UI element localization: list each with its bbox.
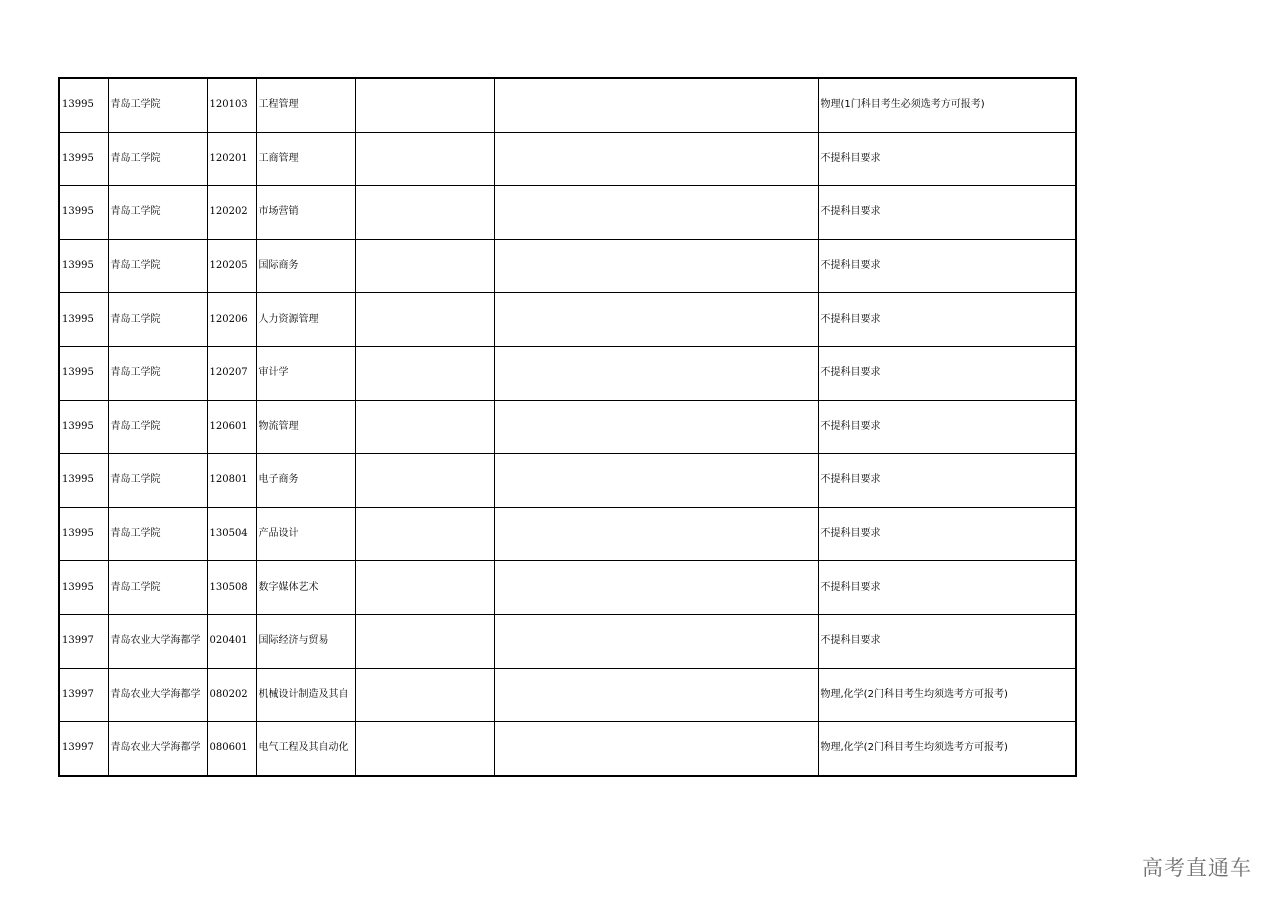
cell-school-name: 青岛工学院 xyxy=(108,78,207,132)
cell-school-name: 青岛农业大学海都学 xyxy=(108,722,207,776)
cell-empty-a xyxy=(355,722,494,776)
cell-subject-requirement: 不提科目要求 xyxy=(818,346,1076,400)
cell-empty-a xyxy=(355,293,494,347)
cell-school-code: 13995 xyxy=(59,78,108,132)
table-row xyxy=(59,186,1076,240)
table-row xyxy=(59,78,1076,132)
table-row xyxy=(59,507,1076,561)
table-row xyxy=(59,561,1076,615)
cell-subject-requirement: 不提科目要求 xyxy=(818,293,1076,347)
table-row xyxy=(59,668,1076,722)
cell-school-name: 青岛工学院 xyxy=(108,186,207,240)
cell-subject-requirement: 不提科目要求 xyxy=(818,132,1076,186)
cell-major-name: 电子商务 xyxy=(256,454,355,508)
cell-major-name: 国际商务 xyxy=(256,239,355,293)
cell-empty-b xyxy=(494,668,818,722)
cell-school-code: 13995 xyxy=(59,239,108,293)
cell-empty-b xyxy=(494,400,818,454)
cell-major-code: 130504 xyxy=(207,507,256,561)
cell-empty-a xyxy=(355,186,494,240)
cell-major-code: 120801 xyxy=(207,454,256,508)
cell-subject-requirement: 不提科目要求 xyxy=(818,186,1076,240)
cell-school-code: 13995 xyxy=(59,507,108,561)
cell-empty-b xyxy=(494,186,818,240)
cell-major-code: 120207 xyxy=(207,346,256,400)
table-row xyxy=(59,132,1076,186)
cell-major-name: 数字媒体艺术 xyxy=(256,561,355,615)
cell-empty-a xyxy=(355,132,494,186)
cell-empty-b xyxy=(494,507,818,561)
cell-major-code: 020401 xyxy=(207,614,256,668)
table-row xyxy=(59,293,1076,347)
cell-major-code: 120206 xyxy=(207,293,256,347)
cell-subject-requirement: 不提科目要求 xyxy=(818,400,1076,454)
cell-major-code: 120601 xyxy=(207,400,256,454)
table-row xyxy=(59,454,1076,508)
cell-major-name: 人力资源管理 xyxy=(256,293,355,347)
table-row xyxy=(59,722,1076,776)
cell-subject-requirement: 不提科目要求 xyxy=(818,239,1076,293)
cell-school-name: 青岛工学院 xyxy=(108,400,207,454)
cell-major-code: 120205 xyxy=(207,239,256,293)
cell-major-code: 130508 xyxy=(207,561,256,615)
cell-subject-requirement: 不提科目要求 xyxy=(818,561,1076,615)
cell-school-code: 13997 xyxy=(59,722,108,776)
cell-empty-b xyxy=(494,454,818,508)
cell-subject-requirement: 物理,化学(2门科目考生均须选考方可报考) xyxy=(818,668,1076,722)
cell-school-code: 13997 xyxy=(59,668,108,722)
cell-major-name: 产品设计 xyxy=(256,507,355,561)
cell-major-code: 120202 xyxy=(207,186,256,240)
cell-subject-requirement: 物理,化学(2门科目考生均须选考方可报考) xyxy=(818,722,1076,776)
cell-major-name: 机械设计制造及其自 xyxy=(256,668,355,722)
table-row xyxy=(59,239,1076,293)
cell-empty-a xyxy=(355,561,494,615)
cell-empty-a xyxy=(355,400,494,454)
cell-school-code: 13997 xyxy=(59,614,108,668)
cell-empty-a xyxy=(355,239,494,293)
cell-school-name: 青岛农业大学海都学 xyxy=(108,614,207,668)
cell-empty-b xyxy=(494,614,818,668)
cell-school-code: 13995 xyxy=(59,186,108,240)
cell-empty-b xyxy=(494,78,818,132)
cell-major-name: 工商管理 xyxy=(256,132,355,186)
cell-empty-b xyxy=(494,132,818,186)
cell-major-name: 市场营销 xyxy=(256,186,355,240)
cell-empty-a xyxy=(355,346,494,400)
cell-school-name: 青岛工学院 xyxy=(108,507,207,561)
cell-subject-requirement: 不提科目要求 xyxy=(818,614,1076,668)
cell-school-name: 青岛农业大学海都学 xyxy=(108,668,207,722)
cell-empty-a xyxy=(355,668,494,722)
cell-major-name: 电气工程及其自动化 xyxy=(256,722,355,776)
cell-school-name: 青岛工学院 xyxy=(108,132,207,186)
table-row xyxy=(59,346,1076,400)
cell-empty-b xyxy=(494,293,818,347)
cell-empty-b xyxy=(494,722,818,776)
cell-major-name: 工程管理 xyxy=(256,78,355,132)
watermark-logo-text: 高考直通车 xyxy=(1142,856,1252,880)
cell-major-code: 120201 xyxy=(207,132,256,186)
cell-major-code: 080601 xyxy=(207,722,256,776)
table-body xyxy=(59,78,1076,776)
cell-school-code: 13995 xyxy=(59,561,108,615)
cell-school-code: 13995 xyxy=(59,346,108,400)
cell-empty-a xyxy=(355,454,494,508)
cell-empty-a xyxy=(355,614,494,668)
cell-empty-a xyxy=(355,507,494,561)
cell-school-name: 青岛工学院 xyxy=(108,561,207,615)
cell-empty-b xyxy=(494,239,818,293)
subject-requirement-table xyxy=(58,77,1077,777)
table-row xyxy=(59,400,1076,454)
cell-major-code: 120103 xyxy=(207,78,256,132)
cell-subject-requirement: 物理(1门科目考生必须选考方可报考) xyxy=(818,78,1076,132)
cell-major-name: 物流管理 xyxy=(256,400,355,454)
table-row xyxy=(59,614,1076,668)
cell-major-name: 国际经济与贸易 xyxy=(256,614,355,668)
cell-school-code: 13995 xyxy=(59,132,108,186)
cell-school-name: 青岛工学院 xyxy=(108,239,207,293)
cell-major-code: 080202 xyxy=(207,668,256,722)
cell-subject-requirement: 不提科目要求 xyxy=(818,454,1076,508)
cell-school-code: 13995 xyxy=(59,293,108,347)
cell-empty-b xyxy=(494,561,818,615)
cell-school-code: 13995 xyxy=(59,400,108,454)
cell-school-name: 青岛工学院 xyxy=(108,454,207,508)
cell-empty-a xyxy=(355,78,494,132)
cell-school-name: 青岛工学院 xyxy=(108,346,207,400)
cell-school-name: 青岛工学院 xyxy=(108,293,207,347)
cell-school-code: 13995 xyxy=(59,454,108,508)
cell-empty-b xyxy=(494,346,818,400)
cell-major-name: 审计学 xyxy=(256,346,355,400)
cell-subject-requirement: 不提科目要求 xyxy=(818,507,1076,561)
